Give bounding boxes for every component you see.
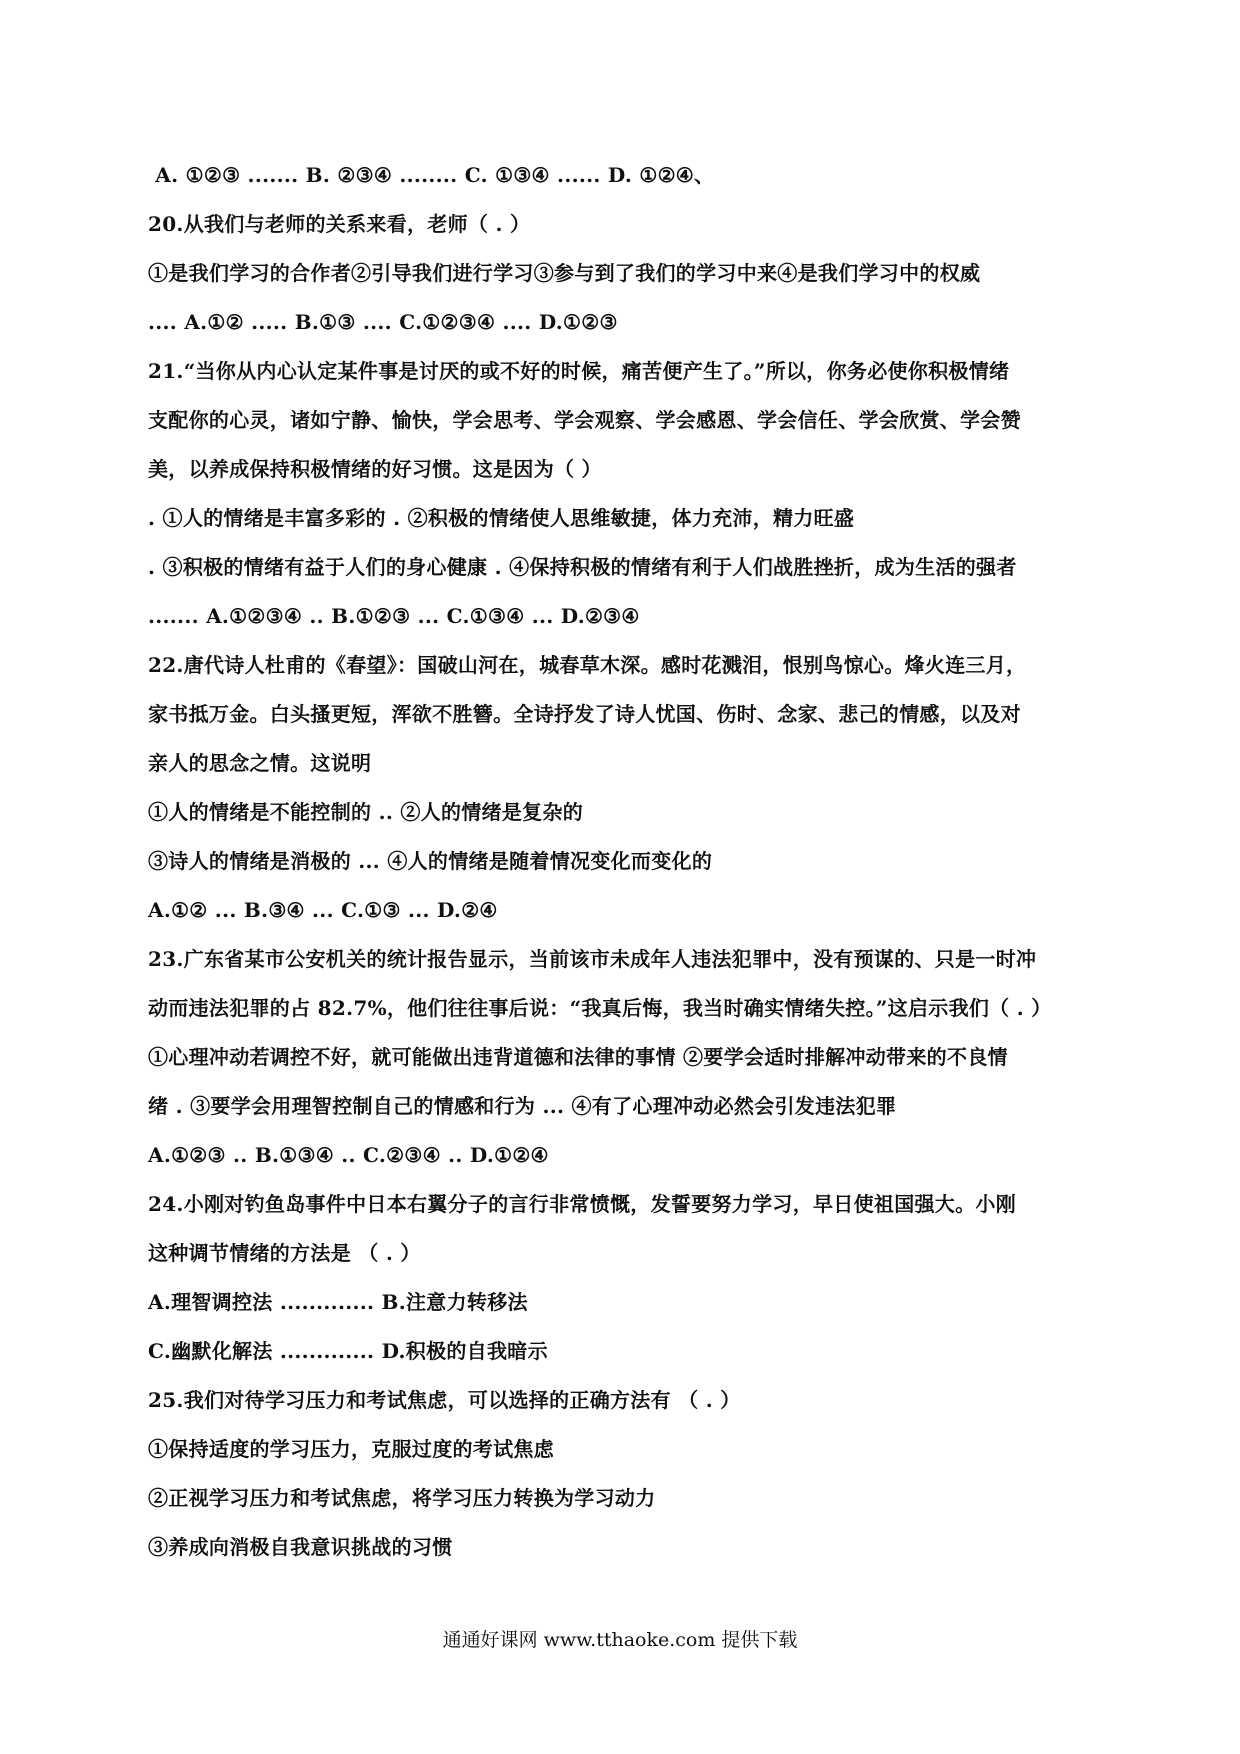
q21-stem-line-2: 支配你的心灵，诸如宁静、愉快，学会思考、学会观察、学会感恩、学会信任、学会欣赏、学会赞 [148,408,1021,432]
q20-options: .... A.①② ..... B.①③ .... C.①②③④ .... D.①②③ [148,310,618,334]
q22-statements-1: ①人的情绪是不能控制的 .. ②人的情绪是复杂的 [148,800,584,824]
q25-statement-2: ②正视学习压力和考试焦虑，将学习压力转换为学习动力 [148,1486,656,1510]
q22-statements-2: ③诗人的情绪是消极的 ... ④人的情绪是随着情况变化而变化的 [148,849,713,873]
q21-stem-line-3: 美，以养成保持积极情绪的好习惯。这是因为（ ） [148,457,602,481]
q23-stem-line-2: 动而违法犯罪的占 82.7%，他们往往事后说：“我真后悔，我当时确实情绪失控。”这启示我们（ . ） [148,996,1052,1020]
q24-stem-line-1: 24.小刚对钓鱼岛事件中日本右翼分子的言行非常愤慨，发誓要努力学习，早日使祖国强大。小刚 [148,1192,1016,1216]
q20-stem: 20.从我们与老师的关系来看，老师（ . ） [148,212,531,236]
q22-stem-line-2: 家书抵万金。白头搔更短，浑欲不胜簪。全诗抒发了诗人忧国、伤时、念家、悲己的情感，以及对 [148,702,1021,726]
q22-stem-line-3: 亲人的思念之情。这说明 [148,751,372,775]
q22-options: A.①② ... B.③④ ... C.①③ ... D.②④ [148,898,498,922]
q24-options-2: C.幽默化解法 ............. D.积极的自我暗示 [148,1339,548,1363]
q23-statements-2: 绪 . ③要学会用理智控制自己的情感和行为 ... ④有了心理冲动必然会引发违法犯罪 [148,1094,897,1118]
page-footer: 通通好课网 www.tthaoke.com 提供下载 [442,1629,798,1651]
q20-statements: ①是我们学习的合作者②引导我们进行学习③参与到了我们的学习中来④是我们学习中的权威 [148,261,981,285]
q21-options: ....... A.①②③④ .. B.①②③ ... C.①③④ ... D.②③④ [148,604,640,628]
q21-statements-2: . ③积极的情绪有益于人们的身心健康 . ④保持积极的情绪有利于人们战胜挫折，成为生活的强者 [148,555,1017,579]
q19-options: A. ①②③ ....... B. ②③④ ........ C. ①③④ ...... D. ①②④、 [148,163,715,187]
q23-statements-1: ①心理冲动若调控不好，就可能做出违背道德和法律的事情 ②要学会适时排解冲动带来的不良情 [148,1045,1008,1069]
q24-stem-line-2: 这种调节情绪的方法是 （ . ） [148,1241,421,1265]
q22-stem-line-1: 22.唐代诗人杜甫的《春望》：国破山河在，城春草木深。感时花溅泪，恨别鸟惊心。烽火连三月， [148,653,1027,677]
q25-stem: 25.我们对待学习压力和考试焦虑，可以选择的正确方法有 （ . ） [148,1388,741,1412]
q23-stem-line-1: 23.广东省某市公安机关的统计报告显示，当前该市未成年人违法犯罪中，没有预谋的、只是一时冲 [148,947,1037,971]
q24-options-1: A.理智调控法 ............. B.注意力转移法 [148,1290,528,1314]
q21-stem-line-1: 21.“当你从内心认定某件事是讨厌的或不好的时候，痛苦便产生了。”所以，你务必使你积极情绪 [148,359,1010,383]
q23-options: A.①②③ .. B.①③④ .. C.②③④ .. D.①②④ [148,1143,549,1167]
q25-statement-1: ①保持适度的学习压力，克服过度的考试焦虑 [148,1437,554,1461]
q21-statements-1: . ①人的情绪是丰富多彩的 . ②积极的情绪使人思维敏捷，体力充沛，精力旺盛 [148,506,855,530]
q25-statement-3: ③养成向消极自我意识挑战的习惯 [148,1535,453,1559]
